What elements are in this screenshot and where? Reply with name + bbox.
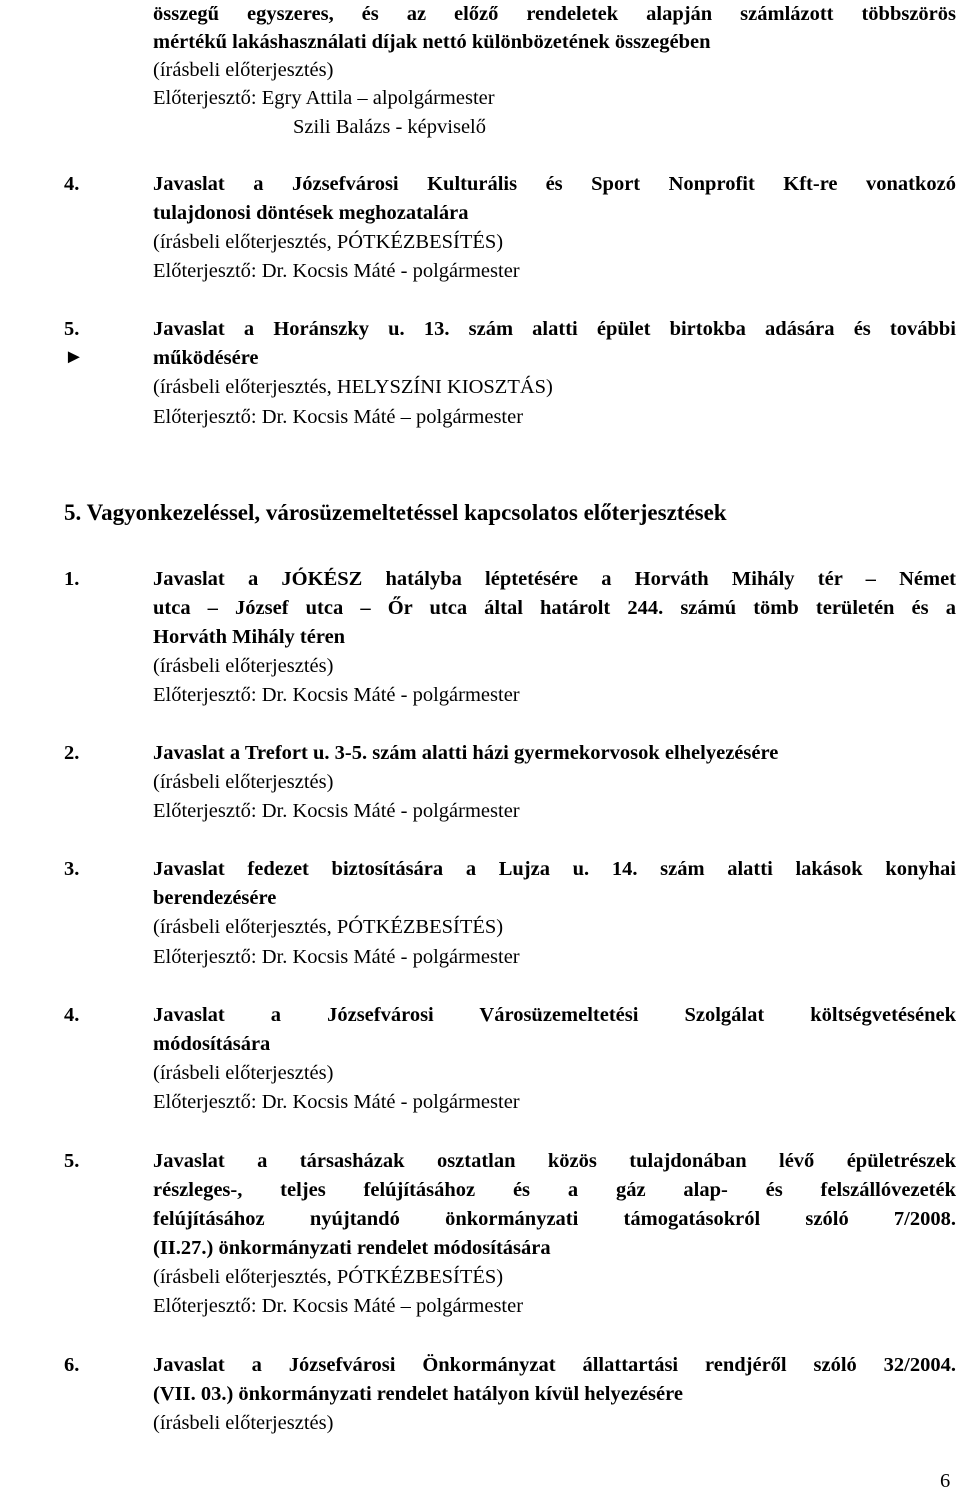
item-title: (VII. 03.) önkormányzati rendelet hatályon kívül helyezésére: [153, 1383, 683, 1405]
item-title: Javaslat a Trefort u. 3-5. szám alatti házi gyermekorvosok elhelyezésére: [153, 742, 779, 764]
item-presenter: Előterjesztő: Dr. Kocsis Máté - polgármester: [153, 800, 520, 822]
page-number: 6: [940, 1470, 951, 1492]
top-line-5: Szili Balázs - képviselő: [293, 116, 486, 138]
item-title: felújításához nyújtandó önkormányzati támogatásokról szóló 7/2008.: [153, 1208, 956, 1230]
item-title: részleges-, teljes felújításához és a gáz alap- és felszállóvezeték: [153, 1179, 956, 1201]
top-line-1: összegű egyszeres, és az előző rendeletek alapján számlázott többszörös: [153, 3, 956, 25]
item-title: Javaslat a Józsefvárosi Önkormányzat állattartási rendjéről szóló 32/2004.: [153, 1354, 956, 1376]
top-line-3: (írásbeli előterjesztés): [153, 59, 334, 81]
item-type: (írásbeli előterjesztés): [153, 1062, 334, 1084]
item-title: Horváth Mihály téren: [153, 626, 346, 648]
item-type: (írásbeli előterjesztés, PÓTKÉZBESÍTÉS): [153, 1266, 504, 1288]
item-title: működésére: [153, 347, 259, 369]
item-presenter: Előterjesztő: Dr. Kocsis Máté - polgármester: [153, 1091, 520, 1113]
item-type: (írásbeli előterjesztés): [153, 771, 334, 793]
item-title: Javaslat a Józsefvárosi Városüzemeltetési Szolgálat költségvetésének: [153, 1004, 956, 1026]
item-number: 2.: [64, 742, 80, 764]
item-number: 5.: [64, 318, 80, 340]
item-presenter: Előterjesztő: Dr. Kocsis Máté - polgármester: [153, 946, 520, 968]
item-number: 4.: [64, 1004, 80, 1026]
item-number: 5.: [64, 1150, 80, 1172]
item-title: Javaslat a Horánszky u. 13. szám alatti épület birtokba adására és további: [153, 318, 956, 340]
item-number: 4.: [64, 173, 80, 195]
item-type: (írásbeli előterjesztés, PÓTKÉZBESÍTÉS): [153, 231, 504, 253]
item-title: Javaslat fedezet biztosítására a Lujza u. 14. szám alatti lakások konyhai: [153, 858, 956, 880]
item-type: (írásbeli előterjesztés, HELYSZÍNI KIOSZTÁS): [153, 376, 553, 398]
item-presenter: Előterjesztő: Dr. Kocsis Máté - polgármester: [153, 260, 520, 282]
item-type: (írásbeli előterjesztés): [153, 1412, 334, 1434]
section-heading: 5. Vagyonkezeléssel, városüzemeltetéssel kapcsolatos előterjesztések: [64, 500, 727, 525]
item-number: 1.: [64, 568, 80, 590]
item-title: Javaslat a JÓKÉSZ hatályba léptetésére a Horváth Mihály tér – Német: [153, 568, 956, 590]
item-title: utca – József utca – Őr utca által határolt 244. számú tömb területén és a: [153, 597, 956, 619]
item-presenter: Előterjesztő: Dr. Kocsis Máté - polgármester: [153, 684, 520, 706]
item-title: berendezésére: [153, 887, 277, 909]
item-number: 6.: [64, 1354, 80, 1376]
item-title: Javaslat a Józsefvárosi Kulturális és Sport Nonprofit Kft-re vonatkozó: [153, 173, 956, 195]
item-presenter: Előterjesztő: Dr. Kocsis Máté – polgármester: [153, 406, 524, 428]
item-presenter: Előterjesztő: Dr. Kocsis Máté – polgármester: [153, 1295, 524, 1317]
top-line-2: mértékű lakáshasználati díjak nettó különbözetének összegében: [153, 31, 711, 53]
item-number: 3.: [64, 858, 80, 880]
item-title: tulajdonosi döntések meghozatalára: [153, 202, 469, 224]
item-title: Javaslat a társasházak osztatlan közös tulajdonában lévő épületrészek: [153, 1150, 956, 1172]
item-title: módosítására: [153, 1033, 271, 1055]
item-title: (II.27.) önkormányzati rendelet módosítására: [153, 1237, 551, 1259]
item-type: (írásbeli előterjesztés): [153, 655, 334, 677]
top-line-4: Előterjesztő: Egry Attila – alpolgármester: [153, 87, 495, 109]
item-type: (írásbeli előterjesztés, PÓTKÉZBESÍTÉS): [153, 916, 504, 938]
arrow-icon: ►: [64, 346, 84, 368]
